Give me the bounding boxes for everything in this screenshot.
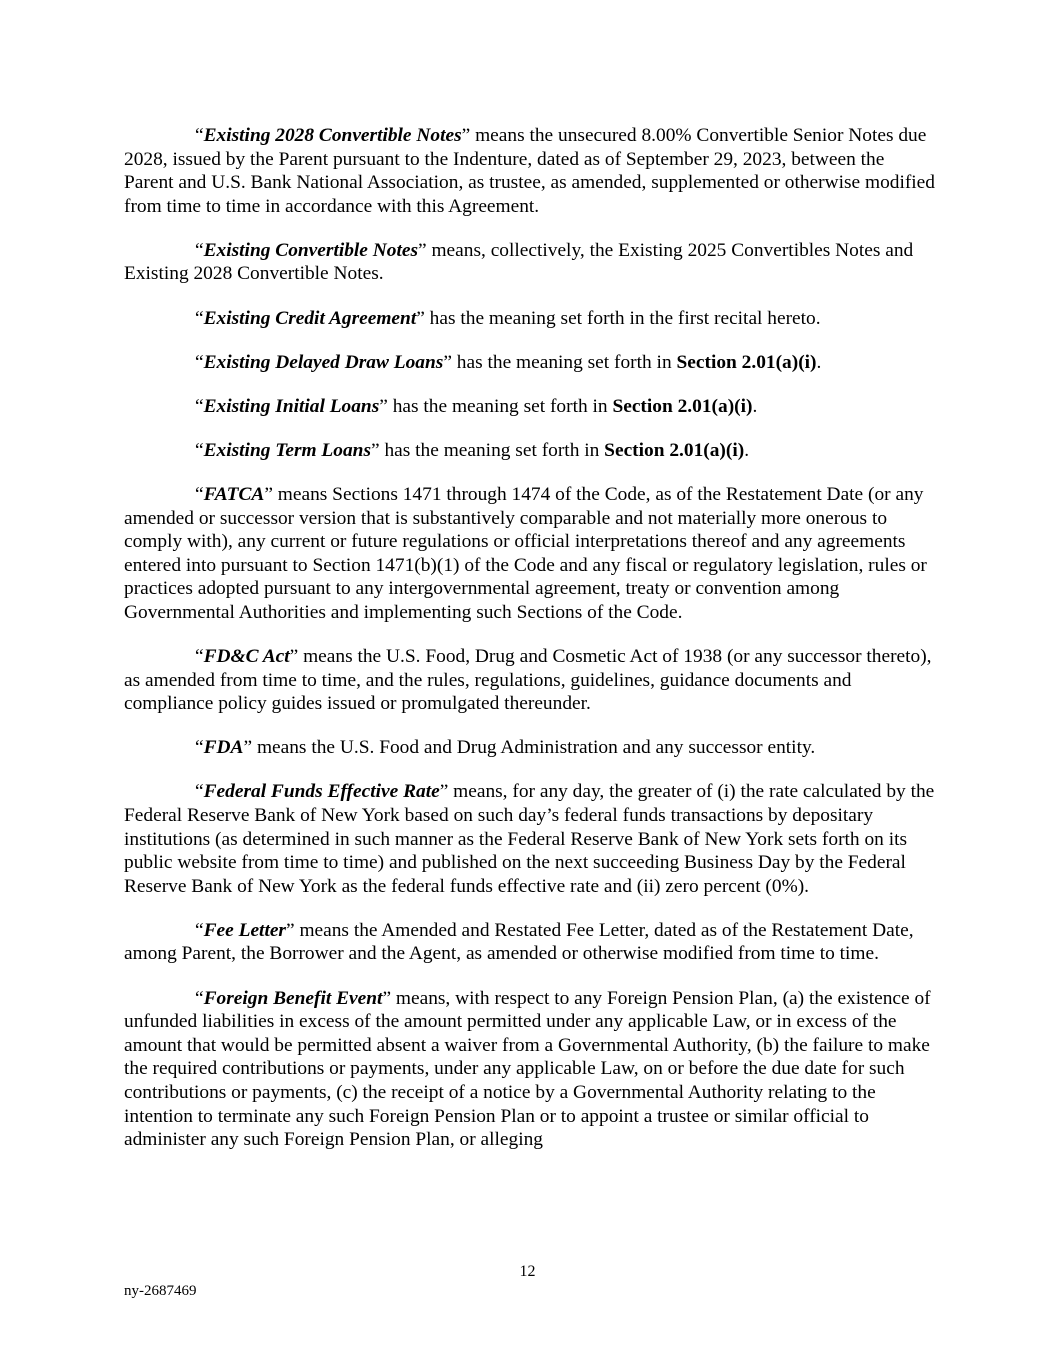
definition-text: means, with respect to any Foreign Pension Plan, (a) the existence of unfunded liabilities in excess of the amount permitted under any applicable Law, or in excess of the amount that would be permitted absent a waiver from a Governmental Authority, (b) the failure to make the required contributions or payments, under any applicable Law, on or before the due date for such contributions or payments, (c) the receipt of a notice by a Governmental Authority relating to the intention to terminate any such Foreign Pension Plan or to appoint a trustee or similar official to administer any such Foreign Pension Plan, or alleging	[124, 987, 931, 1151]
definition-text: means, collectively, the Existing 2025 Convertibles Notes and Existing 2028 Convertible Notes.	[124, 239, 914, 285]
section-reference: Section 2.01(a)(i)	[676, 351, 817, 373]
defined-term: Fee Letter	[203, 919, 286, 941]
definition-text: has the meaning set forth in	[451, 351, 677, 373]
definition-paragraph: “Existing Convertible Notes” means, collectively, the Existing 2025 Convertibles Notes and Existing 2028 Convertible Notes.	[124, 239, 914, 285]
defined-term: Existing Initial Loans	[203, 395, 380, 417]
defined-term: Existing Term Loans	[203, 439, 371, 461]
defined-term: Existing 2028 Convertible Notes	[203, 125, 462, 146]
definition-text: means the U.S. Food, Drug and Cosmetic Act of 1938 (or any successor thereto), as amended from time to time, and the rules, regulations, guidelines, guidance documents and compliance policy guides issued or promulgated thereunder.	[124, 646, 932, 715]
defined-term: Existing Delayed Draw Loans	[203, 351, 444, 373]
definition-tail: .	[744, 439, 750, 461]
definition-paragraph: “Federal Funds Effective Rate” means, for any day, the greater of (i) the rate calculated by the Federal Reserve Bank of New York based on such day’s federal funds transactions by depositary institutions (as determined in such manner as the Federal Reserve Bank of New York sets forth on its public website from time to time) and published on the next succeeding Business Day by the Federal Reserve Bank of New York as the federal funds effective rate and (ii) zero percent (0%).	[124, 781, 935, 897]
defined-term: Federal Funds Effective Rate	[203, 781, 440, 803]
document-id: ny-2687469	[124, 1283, 197, 1299]
definition-paragraph: “Existing Credit Agreement” has the meaning set forth in the first recital hereto.	[195, 307, 821, 329]
definition-paragraph: “FD&C Act” means the U.S. Food, Drug and Cosmetic Act of 1938 (or any successor thereto), as amended from time to time, and the rules, regulations, guidelines, guidance documents and compliance policy guides issued or promulgated thereunder.	[124, 646, 932, 715]
page-number: 12	[519, 1263, 536, 1280]
definition-paragraph: “Existing Initial Loans” has the meaning set forth in Section 2.01(a)(i).	[195, 395, 758, 417]
definition-tail: .	[752, 395, 758, 417]
defined-term: Existing Convertible Notes	[203, 239, 418, 261]
definition-text: has the meaning set forth in	[379, 439, 605, 461]
section-reference: Section 2.01(a)(i)	[604, 439, 745, 461]
definition-text: means the unsecured 8.00% Convertible Senior Notes due 2028, issued by the Parent pursuant to the Indenture, dated as of September 29, 2023, between the Parent and U.S. Bank National Association, as trustee, as amended, supplemented or otherwise modified from time to time in accordance with this Agreement.	[124, 125, 935, 217]
definition-text: has the meaning set forth in the first recital hereto.	[424, 307, 821, 329]
defined-term: FATCA	[203, 483, 265, 505]
defined-term: FDA	[203, 737, 244, 759]
definition-paragraph: “Existing Delayed Draw Loans” has the meaning set forth in Section 2.01(a)(i).	[195, 351, 822, 373]
definition-paragraph: “FDA” means the U.S. Food and Drug Administration and any successor entity.	[195, 737, 816, 759]
section-reference: Section 2.01(a)(i)	[612, 395, 753, 417]
definition-text: means the Amended and Restated Fee Letter, dated as of the Restatement Date, among Parent, the Borrower and the Agent, as amended or otherwise modified from time to time.	[124, 919, 914, 965]
definition-paragraph: “Fee Letter” means the Amended and Restated Fee Letter, dated as of the Restatement Date, among Parent, the Borrower and the Agent, as amended or otherwise modified from time to time.	[124, 919, 914, 965]
definition-paragraph: “Foreign Benefit Event” means, with respect to any Foreign Pension Plan, (a) the existence of unfunded liabilities in excess of the amount permitted under any applicable Law, or in excess of the amount that would be permitted absent a waiver from a Governmental Authority, (b) the failure to make the required contributions or payments, under any applicable Law, on or before the due date for such contributions or payments, (c) the receipt of a notice by a Governmental Authority relating to the intention to terminate any such Foreign Pension Plan or to appoint a trustee or similar official to administer any such Foreign Pension Plan, or alleging	[124, 987, 931, 1151]
definition-text: means Sections 1471 through 1474 of the Code, as of the Restatement Date (or any amended or successor version that is substantively comparable and not materially more onerous to comply with), any current or future regulations or official interpretations thereof and any agreements entered into pursuant to Section 1471(b)(1) of the Code and any fiscal or regulatory legislation, rules or practices adopted pursuant to any intergovernmental agreement, treaty or convention among Governmental Authorities and implementing such Sections of the Code.	[124, 483, 927, 623]
defined-term: Foreign Benefit Event	[203, 987, 383, 1009]
definition-text: means the U.S. Food and Drug Administration and any successor entity.	[252, 737, 816, 759]
definitions-section	[124, 124, 936, 1172]
defined-term: Existing Credit Agreement	[203, 307, 417, 329]
defined-term: FD&C Act	[203, 646, 290, 667]
definition-paragraph: “Existing Term Loans” has the meaning set forth in Section 2.01(a)(i).	[195, 439, 750, 461]
definition-text: means, for any day, the greater of (i) the rate calculated by the Federal Reserve Bank of New York based on such day’s federal funds transactions by depositary institutions (as determined in such manner as the Federal Reserve Bank of New York sets forth on its public website from time to time) and published on the next succeeding Business Day by the Federal Reserve Bank of New York as the federal funds effective rate and (ii) zero percent (0%).	[124, 781, 935, 897]
definition-tail: .	[816, 351, 822, 373]
definition-paragraph: “FATCA” means Sections 1471 through 1474 of the Code, as of the Restatement Date (or any amended or successor version that is substantively comparable and not materially more onerous to comply with), any current or future regulations or official interpretations thereof and any agreements entered into pursuant to Section 1471(b)(1) of the Code and any fiscal or regulatory legislation, rules or practices adopted pursuant to any intergovernmental agreement, treaty or convention among Governmental Authorities and implementing such Sections of the Code.	[124, 483, 927, 623]
definition-text: has the meaning set forth in	[387, 395, 613, 417]
definition-paragraph: “Existing 2028 Convertible Notes” means the unsecured 8.00% Convertible Senior Notes due 2028, issued by the Parent pursuant to the Indenture, dated as of September 29, 2023, between the Parent and U.S. Bank National Association, as trustee, as amended, supplemented or otherwise modified from time to time in accordance with this Agreement.	[124, 125, 935, 217]
